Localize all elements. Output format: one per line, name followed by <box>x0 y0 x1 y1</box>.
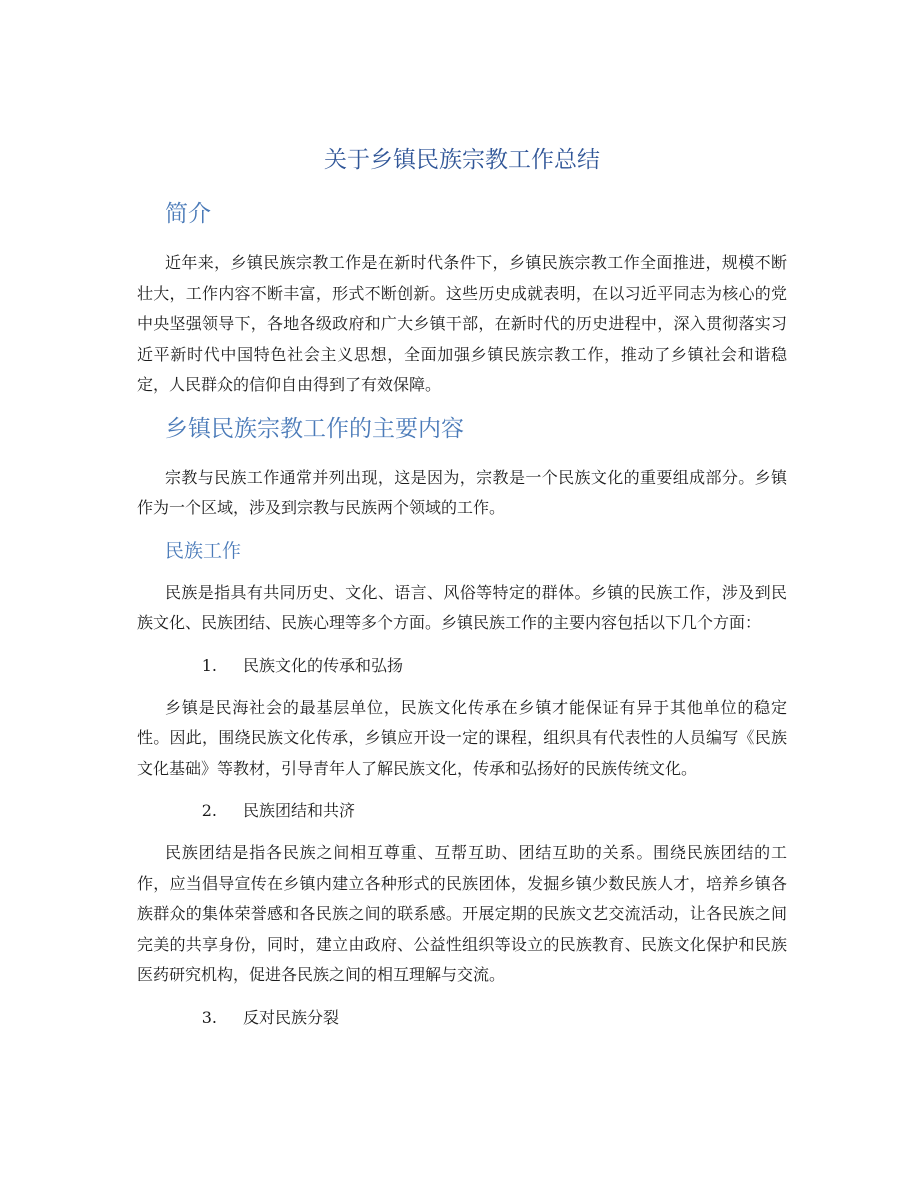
heading-intro: 简介 <box>165 201 211 227</box>
list-item <box>137 651 787 681</box>
main-content-paragraph: 宗教与民族工作通常并列出现，这是因为，宗教是一个民族文化的重要组成部分。乡镇作为一个区域，涉及到宗教与民族两个领域的工作。 <box>137 467 787 517</box>
intro-paragraph: 近年来，乡镇民族宗教工作是在新时代条件下，乡镇民族宗教工作全面推进，规模不断壮大，工作内容不断丰富，形式不断创新。这些历史成就表明，在以习近平同志为核心的党中央坚强领导下，各地各级政府和广大乡镇干部，在新时代的历史进程中，深入贯彻落实习近平新时代中国特色社会主义思想，全面加强乡镇民族宗教工作，推动了乡镇社会和谐稳定，人民群众的信仰自由得到了有效保障。 <box>137 253 787 394</box>
ethnic-work-paragraph: 民族是指具有共同历史、文化、语言、风俗等特定的群体。乡镇的民族工作，涉及到民族文化、民族团结、民族心理等多个方面。乡镇民族工作的主要内容包括以下几个方面： <box>137 582 787 632</box>
document-page <box>137 140 787 1045</box>
list-item-number: 1. <box>201 655 217 675</box>
list-item-paragraph: 乡镇是民海社会的最基层单位，民族文化传承在乡镇才能保证有异于其他单位的稳定性。因此，围绕民族文化传承，乡镇应开设一定的课程，组织具有代表性的人员编写《民族文化基础》等教材，引导青年人了解民族文化，传承和弘扬好的民族传统文化。 <box>137 697 787 778</box>
heading-main-content: 乡镇民族宗教工作的主要内容 <box>165 415 464 442</box>
list-item-paragraph: 民族团结是指各民族之间相互尊重、互帮互助、团结互助的关系。围绕民族团结的工作，应当倡导宣传在乡镇内建立各种形式的民族团体，发掘乡镇少数民族人才，培养乡镇各族群众的集体荣誉感和各民族之间的联系感。开展定期的民族文艺交流活动，让各民族之间完美的共享身份，同时，建立由政府、公益性组织等设立的民族教育、民族文化保护和民族医药研究机构，促进各民族之间的相互理解与交流。 <box>137 843 787 984</box>
list-item <box>137 1003 787 1033</box>
list-item-title: 民族文化的传承和弘扬 <box>243 655 404 675</box>
list-item-number: 3. <box>201 1007 217 1027</box>
list-item-title: 民族团结和共济 <box>243 801 356 820</box>
list-item-number: 2. <box>201 801 217 820</box>
heading-ethnic-work: 民族工作 <box>165 539 242 562</box>
list-item <box>137 796 787 826</box>
list-item-title: 反对民族分裂 <box>243 1007 340 1027</box>
document-title: 关于乡镇民族宗教工作总结 <box>324 147 600 173</box>
